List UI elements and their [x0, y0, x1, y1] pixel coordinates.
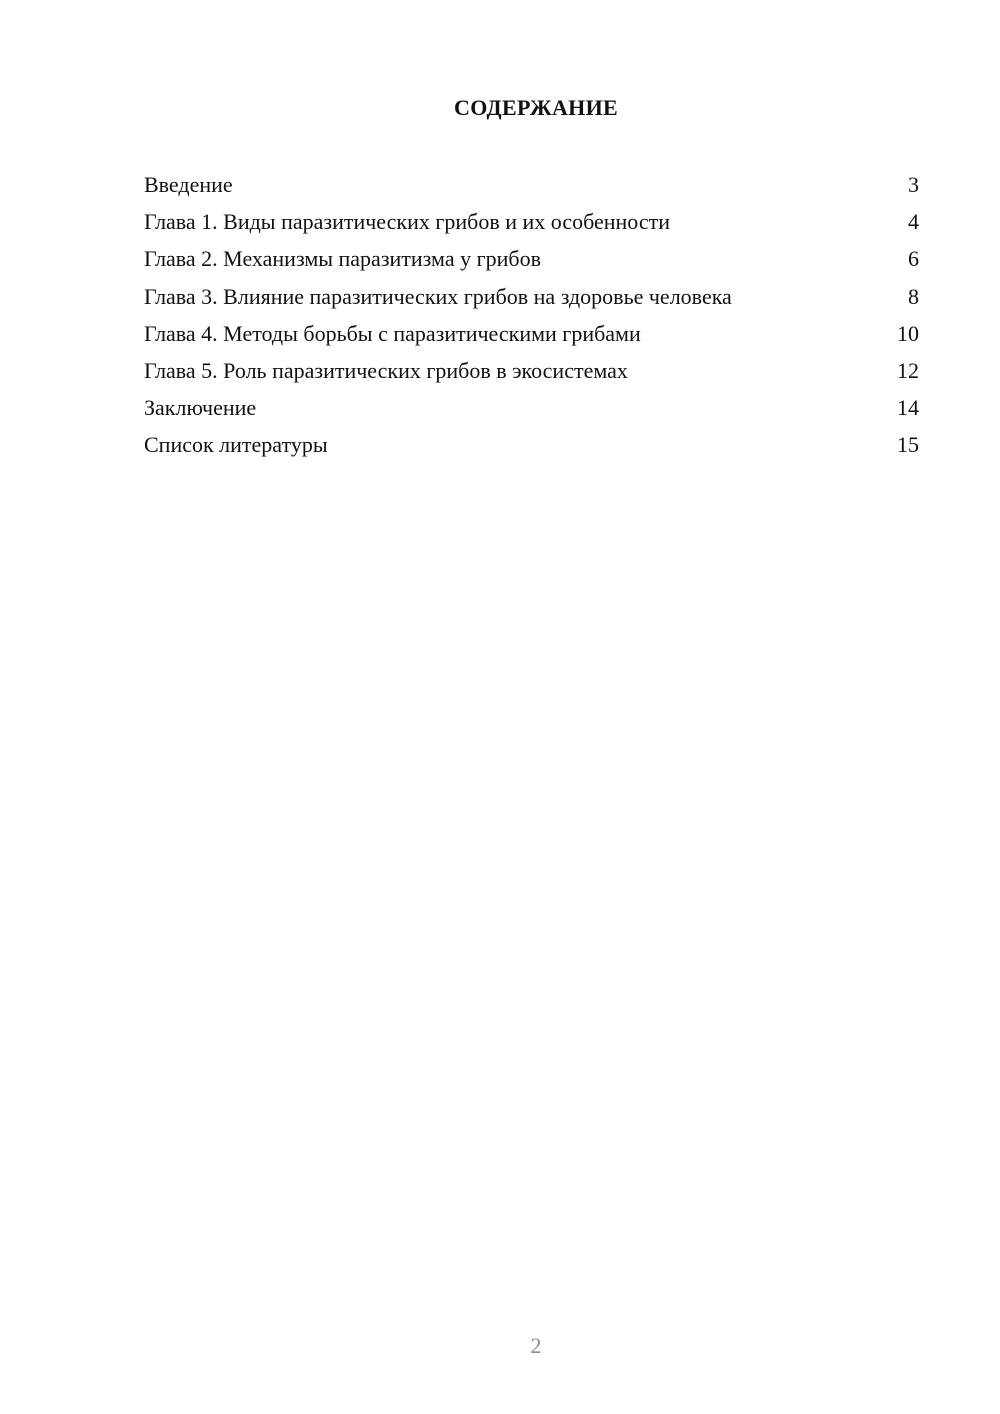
toc-entry-label: Глава 5. Роль паразитических грибов в экосистемах [144, 357, 628, 383]
toc-entry-chapter-4[interactable] [144, 319, 919, 356]
toc-entry-page: 8 [908, 283, 919, 309]
toc-entry-references[interactable] [144, 430, 919, 467]
toc-entry-page: 3 [908, 172, 919, 197]
toc-entry-chapter-2[interactable] [144, 244, 919, 281]
toc-entry-label: Введение [144, 172, 233, 197]
toc-entry-page: 15 [897, 432, 919, 458]
toc-entry-page: 4 [908, 209, 919, 235]
page-title: СОДЕРЖАНИЕ [454, 95, 618, 120]
toc-entry-label: Глава 4. Методы борьбы с паразитическими грибами [144, 320, 641, 346]
page-number: 2 [530, 1333, 542, 1358]
toc-entry-chapter-1[interactable] [144, 207, 919, 244]
toc-entry-label: Список литературы [144, 432, 328, 458]
toc-entry-label: Глава 3. Влияние паразитических грибов на здоровье человека [144, 283, 732, 309]
toc-entry-chapter-5[interactable] [144, 356, 919, 393]
toc-entry-conclusion[interactable] [144, 393, 919, 430]
toc-entry-page: 6 [908, 246, 919, 272]
toc-entry-page: 14 [897, 395, 919, 421]
toc-entry-label: Глава 1. Виды паразитических грибов и их особенности [144, 209, 671, 235]
toc-entry-label: Глава 2. Механизмы паразитизма у грибов [144, 246, 541, 272]
table-of-contents [144, 170, 919, 468]
toc-entry-chapter-3[interactable] [144, 282, 919, 319]
toc-entry-page: 10 [897, 320, 919, 346]
toc-entry-label: Заключение [144, 395, 257, 421]
toc-entry-page: 12 [897, 357, 919, 383]
toc-entry-introduction[interactable] [144, 170, 919, 207]
